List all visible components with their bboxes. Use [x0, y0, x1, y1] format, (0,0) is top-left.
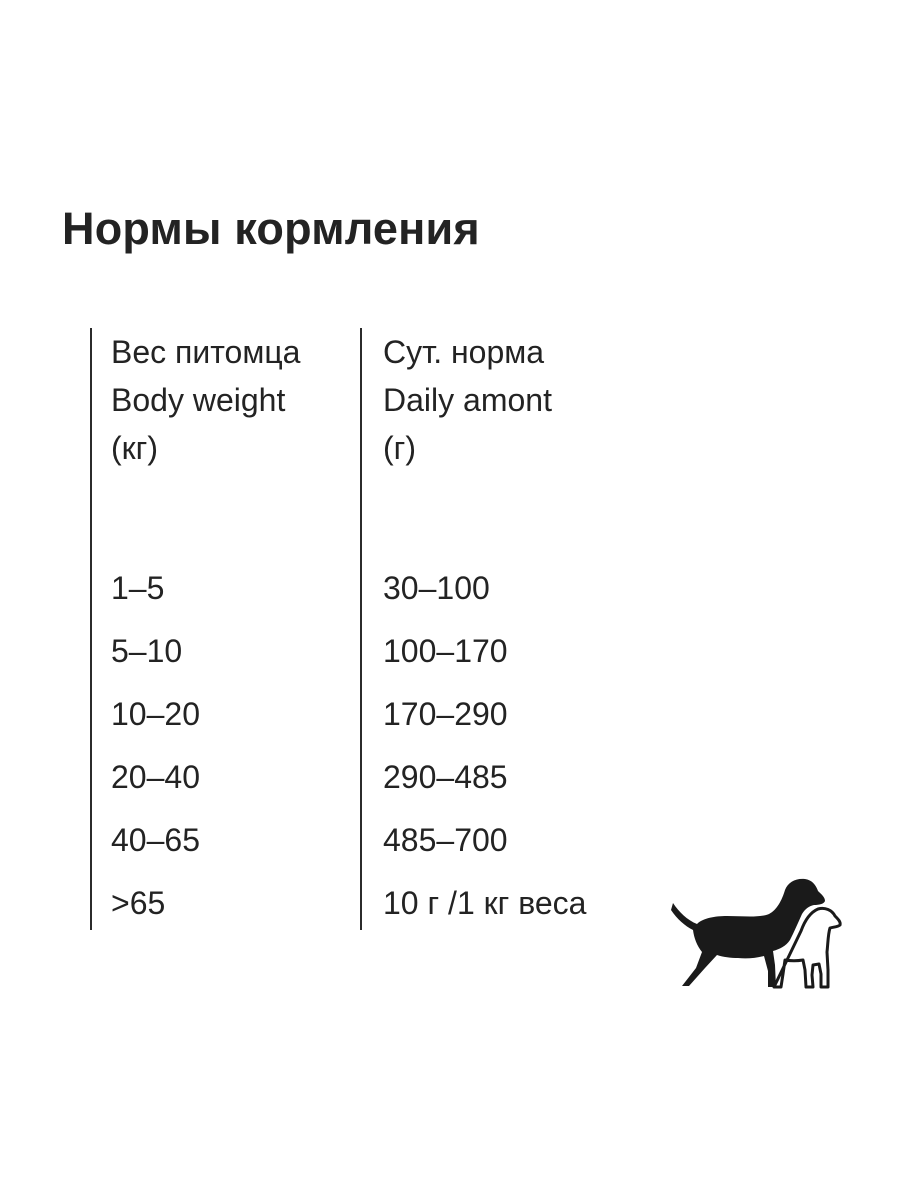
table-row [0, 628, 900, 691]
header-weight-ru: Вес питомца [111, 334, 301, 370]
amount-cell: 290–485 [383, 759, 508, 795]
page-title: Нормы кормления [62, 203, 480, 254]
table-row [0, 754, 900, 817]
header-weight-en: Body weight [111, 382, 286, 418]
weight-cell: 40–65 [111, 822, 200, 858]
amount-cell: 485–700 [383, 822, 508, 858]
table-row [0, 691, 900, 754]
header-weight-unit: (кг) [111, 430, 158, 466]
weight-cell: 20–40 [111, 759, 200, 795]
amount-cell: 10 г /1 кг веса [383, 885, 587, 921]
dogs-icon [665, 870, 845, 995]
amount-cell: 100–170 [383, 633, 508, 669]
header-amount-unit: (г) [383, 430, 416, 466]
header-amount [383, 328, 552, 472]
weight-cell: 10–20 [111, 696, 200, 732]
header-amount-ru: Сут. норма [383, 334, 545, 370]
weight-cell: >65 [111, 885, 166, 921]
header-weight [111, 328, 300, 472]
table-row [0, 565, 900, 628]
amount-cell: 30–100 [383, 570, 490, 606]
weight-cell: 1–5 [111, 570, 165, 606]
header-amount-en: Daily amont [383, 382, 552, 418]
weight-cell: 5–10 [111, 633, 183, 669]
amount-cell: 170–290 [383, 696, 508, 732]
